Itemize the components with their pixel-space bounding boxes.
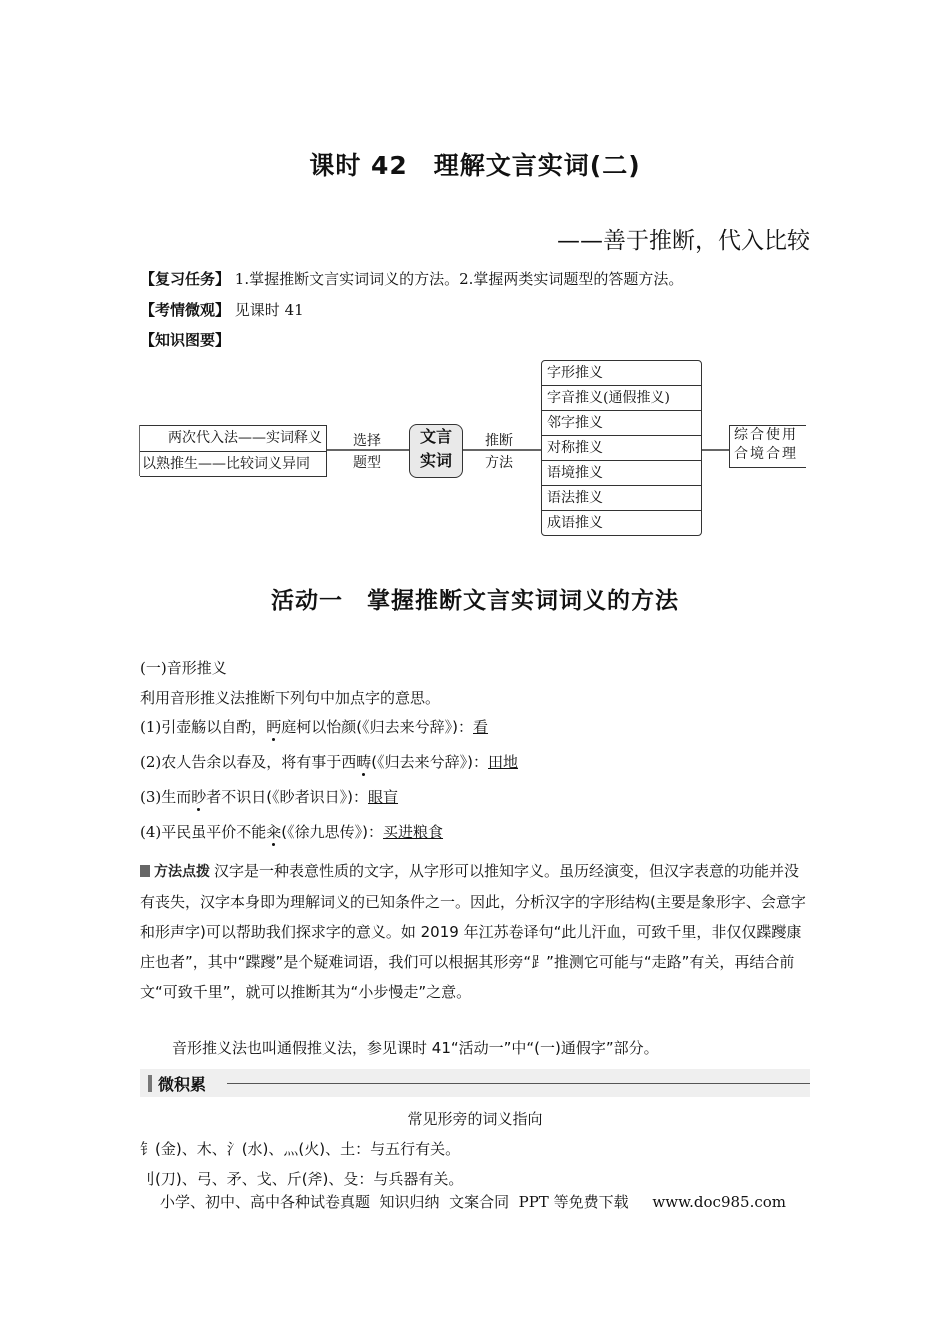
radical-line-1: 钅(金)、木、氵(水)、灬(火)、土：与五行有关。 [140,1140,461,1158]
method-item: 语法推义 [542,486,701,511]
right-label-line2: 方法 [485,455,513,471]
question-text: 引壶觞以自酌， [161,718,267,736]
final-box [729,425,806,468]
method-item: 邻字推义 [542,411,701,436]
review-tag: 【复习任务】 [140,270,231,288]
map-tag: 【知识图要】 [140,331,231,349]
method-item: 对称推义 [542,436,701,461]
page-subtitle: ——善于推断，代入比较 [557,228,810,254]
left-item-2: 以熟推生——比较词义异同 [142,456,310,472]
methods-box [541,360,702,536]
section-title: 活动一 掌握推断文言实词词义的方法 [271,588,679,614]
method-paragraph [140,856,812,1007]
exam-tag: 【考情微观】 [140,301,231,319]
right-label-line1: 推断 [485,433,513,449]
method-badge: 方法点拨 [140,857,210,887]
question-answer: 眼盲 [368,788,399,806]
page-footer: 小学、初中、高中各种试卷真题 知识归纳 文案合同 PPT 等免费下载 www.doc985.com [160,1193,787,1211]
question-source: 庭柯以怡颜(《归去来兮辞》)： [281,718,473,736]
center-line1: 文言 [419,427,452,446]
dotted-char: 眄 [266,718,282,736]
question-2 [140,751,518,772]
method-item: 字形推义 [542,361,701,386]
question-text: 农人告余以春及，将有事于西 [161,753,357,771]
method-item: 字音推义(通假推义) [542,386,701,411]
instruction: 利用音形推义法推断下列句中加点字的意思。 [140,689,441,707]
question-source: (《归去来兮辞》)： [371,753,488,771]
mindmap-left-box [140,425,327,477]
method-item: 语境推义 [542,461,701,486]
center-line2: 实词 [419,451,452,470]
dotted-char: 眇 [191,788,207,806]
final-line1: 综合使用 [734,427,798,443]
right-label [485,430,513,474]
center-node [409,424,463,478]
question-source: 者不识日(《眇者识日》)： [206,788,368,806]
exam-text: 见课时 41 [234,301,304,319]
question-source: (《徐九思传》)： [281,823,383,841]
question-1 [140,716,488,737]
question-answer: 看 [473,718,489,736]
left-item-1: 两次代入法——实词释义 [140,426,326,452]
question-answer: 买进粮食 [383,823,444,841]
accumulate-rule [227,1083,810,1084]
question-text: 生而 [161,788,192,806]
dotted-char: 籴 [266,823,282,841]
radical-line-2: 刂(刀)、弓、矛、戈、斤(斧)、殳：与兵器有关。 [140,1170,464,1188]
final-line2: 合境合理 [734,446,798,462]
question-number: (2) [140,753,162,771]
dotted-char: 畴 [356,753,372,771]
question-answer: 田地 [488,753,519,771]
method-note: 音形推义法也叫通假推义法，参见课时 41“活动一”中“(一)通假字”部分。 [172,1039,659,1057]
sub-heading: (一)音形推义 [140,659,227,677]
method-item: 成语推义 [547,515,603,531]
question-3 [140,786,398,807]
left-label [353,430,381,474]
question-number: (1) [140,718,162,736]
accumulate-title: 微积累 [148,1072,206,1095]
question-number: (3) [140,788,162,806]
accumulate-heading: 常见形旁的词义指向 [407,1110,543,1128]
page-title: 课时 42 理解文言实词(二) [309,151,641,180]
question-text: 平民虽平价不能 [161,823,267,841]
review-text: 1.掌握推断文言实词词义的方法。2.掌握两类实词题型的答题方法。 [234,270,684,288]
left-label-line1: 选择 [353,433,381,449]
method-text: 汉字是一种表意性质的文字，从字形可以推知字义。虽历经演变，但汉字表意的功能并没有丧失，汉字本身即为理解词义的已知条件之一。因此，分析汉字的字形结构(主要是象形字、会意字和形声字)可以帮助我们探求字的意义。如 2019 年江苏卷译句“此儿汗血，可致千里，非仅仅蹀躞康庄也者”，其中“蹀躞”是个疑难词语，我们可以根据其形旁“⻊”推测它可能与“走路”有关，再结合前文“可致千里”，就可以推断其为“小步慢走”之意。 [140,862,806,1001]
question-number: (4) [140,823,162,841]
accumulate-bar [140,1069,810,1097]
question-4 [140,821,443,842]
left-label-line2: 题型 [353,455,381,471]
